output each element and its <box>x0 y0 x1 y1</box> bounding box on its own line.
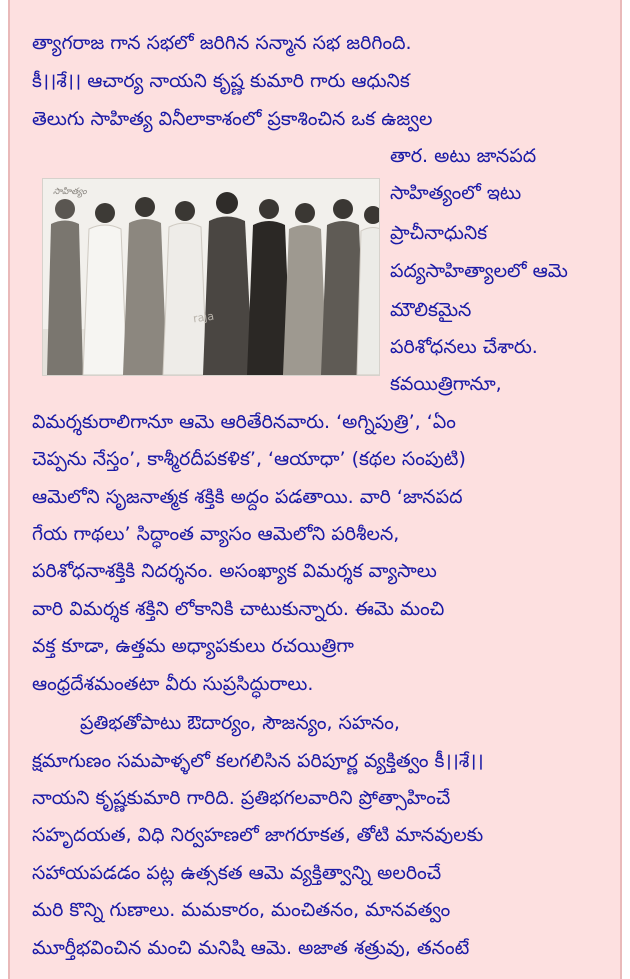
text-line: సహృదయత, విధి నిర్వహణలో జాగరూకత, తోటి మానవులకు <box>32 824 484 846</box>
text-line: పద్యసాహిత్యాలలో ఆమె <box>390 260 568 282</box>
text-line: పరిశోధనాశక్తికి నిదర్శనం. అసంఖ్యాక విమర్శక వ్యాసాలు <box>32 560 437 582</box>
text-line: విమర్శకురాలిగానూ ఆమె ఆరితేరినవారు. ‘అగ్నిపుత్రి’, ‘ఏం <box>32 411 456 433</box>
text-line: త్యాగరాజ గాన సభలో జరిగిన సన్మాన సభ జరిగింది. <box>32 32 412 54</box>
text-line: పరిశోధనలు చేశారు. <box>390 336 538 358</box>
text-line: ఆంధ్రదేశమంతటా వీరు సుప్రసిద్ధురాలు. <box>32 673 314 695</box>
group-photo <box>42 178 380 376</box>
text-line: సహాయపడడం పట్ల ఉత్సకత ఆమె వ్యక్తిత్వాన్ని అలరించే <box>32 862 442 884</box>
text-line: ప్రాచీనాధునిక <box>390 222 488 244</box>
text-line: తెలుగు సాహిత్య వినీలాకాశంలో ప్రకాశించిన ఒక ఉజ్వల <box>32 108 433 130</box>
text-line: మౌలికమైన <box>390 299 472 321</box>
photo-watermark: raja <box>192 309 215 326</box>
text-line: మూర్తీభవించిన మంచి మనిషి ఆమె. అజాత శత్రువు, తనంటే <box>32 937 470 959</box>
text-line: కీ।।శే।। ఆచార్య నాయని కృష్ణ కుమారి గారు ఆధునిక <box>32 70 410 92</box>
text-line: కవయిత్రిగానూ, <box>390 373 502 395</box>
text-line: తార. అటు జానపద <box>390 145 537 167</box>
photo-watermark-top: సాహిత్యం <box>53 187 87 197</box>
paragraph-start-line: ప్రతిభతోపాటు ఔదార్యం, సౌజన్యం, సహనం, <box>80 712 400 734</box>
text-line: నాయని కృష్ణకుమారి గారిది. ప్రతిభగలవారిని ప్రోత్సాహించే <box>32 787 451 809</box>
text-line: గేయ గాథలు’ సిద్ధాంత వ్యాసం ఆమెలోని పరిశీలన, <box>32 523 400 545</box>
text-line: ఆమెలోని సృజనాత్మక శక్తికి అద్దం పడతాయి. వారి ‘జానపద <box>32 486 463 508</box>
text-line: క్షమాగుణం సమపాళ్ళలో కలగలిసిన పరిపూర్ణ వ్యక్తిత్వం కీ।।శే।। <box>32 750 484 772</box>
article-page <box>8 0 622 979</box>
text-line: చెప్పను నేస్తం’, కాశ్మీరదీపకళిక’, ‘ఆయాధా’ (కథల సంపుటి) <box>32 448 466 470</box>
text-line: వారి విమర్శక శక్తిని లోకానికి చాటుకున్నారు. ఈమె మంచి <box>32 598 445 620</box>
text-line: సాహిత్యంలో ఇటు <box>390 182 522 204</box>
text-line: వక్త కూడా, ఉత్తమ అధ్యాపకులు రచయిత్రిగా <box>32 635 354 657</box>
text-line: మరి కొన్ని గుణాలు. మమకారం, మంచితనం, మానవత్వం <box>32 899 451 921</box>
photo-illustration <box>43 179 379 375</box>
